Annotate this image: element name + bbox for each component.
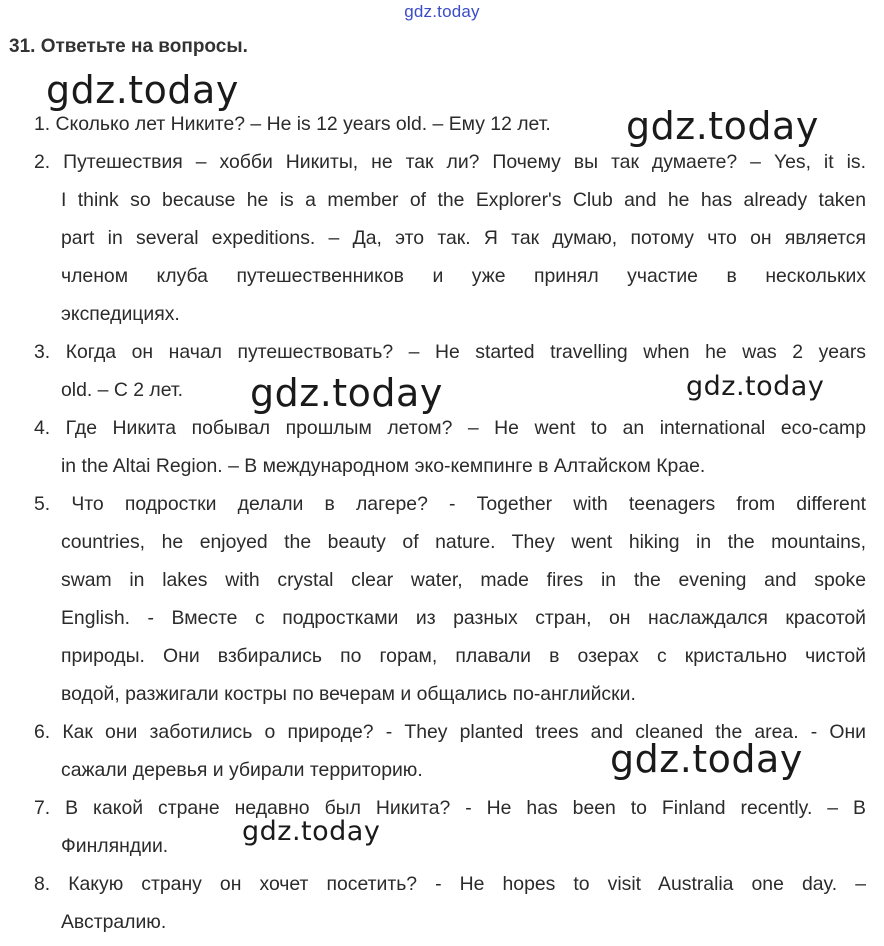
- top-watermark: gdz.today: [404, 2, 480, 21]
- answer-line: 8. Какую страну он хочет посетить? - He hopes to visit Australia one day. –: [34, 873, 866, 895]
- answer-line: 1. Сколько лет Никите? – He is 12 years old. – Ему 12 лет.: [34, 113, 551, 135]
- answer-5: [34, 485, 866, 713]
- watermark: gdz.today: [242, 816, 381, 847]
- answer-line: countries, he enjoyed the beauty of nature. They went hiking in the mountains,: [61, 531, 866, 553]
- answer-line: 2. Путешествия – хобби Никиты, не так ли? Почему вы так думаете? – Yes, it is.: [34, 151, 866, 173]
- answer-line: I think so because he is a member of the Explorer's Club and he has already taken: [61, 189, 866, 211]
- answer-line: swam in lakes with crystal clear water, made fires in the evening and spoke: [61, 569, 866, 591]
- answer-line: сажали деревья и убирали территорию.: [61, 759, 423, 781]
- answer-line: членом клуба путешественников и уже принял участие в нескольких: [61, 265, 866, 287]
- watermark: gdz.today: [46, 68, 239, 112]
- answer-line: in the Altai Region. – В международном эко-кемпинге в Алтайском Крае.: [61, 455, 706, 477]
- answer-line: 5. Что подростки делали в лагере? - Together with teenagers from different: [34, 493, 866, 515]
- answer-line: 7. В какой стране недавно был Никита? - He has been to Finland recently. – В: [34, 797, 866, 819]
- watermark: gdz.today: [610, 737, 803, 781]
- answer-line: 4. Где Никита побывал прошлым летом? – He went to an international eco-camp: [34, 417, 866, 439]
- answer-line: 6. Как они заботились о природе? - They planted trees and cleaned the area. - Они: [34, 721, 866, 743]
- answer-7: [34, 789, 866, 865]
- answer-line: English. - Вместе с подростками из разных стран, он наслаждался красотой: [61, 607, 866, 629]
- answer-line: part in several expeditions. – Да, это так. Я так думаю, потому что он является: [61, 227, 866, 249]
- answer-line: old. – С 2 лет.: [61, 379, 183, 401]
- answer-line: Австралию.: [61, 911, 167, 933]
- answer-line: Финляндии.: [61, 835, 169, 857]
- watermark: gdz.today: [626, 104, 819, 148]
- watermark: gdz.today: [250, 371, 443, 415]
- watermark: gdz.today: [686, 371, 825, 402]
- exercise-heading: 31. Ответьте на вопросы.: [9, 36, 248, 57]
- answer-line: водой, разжигали костры по вечерам и общались по-английски.: [61, 683, 636, 705]
- answer-line: экспедициях.: [61, 303, 180, 325]
- answer-line: природы. Они взбирались по горам, плавали в озерах с кристально чистой: [61, 645, 866, 667]
- answer-line: 3. Когда он начал путешествовать? – He started travelling when he was 2 years: [34, 341, 866, 363]
- answer-2: [34, 143, 866, 333]
- answer-4: [34, 409, 866, 485]
- answer-8: [34, 865, 866, 941]
